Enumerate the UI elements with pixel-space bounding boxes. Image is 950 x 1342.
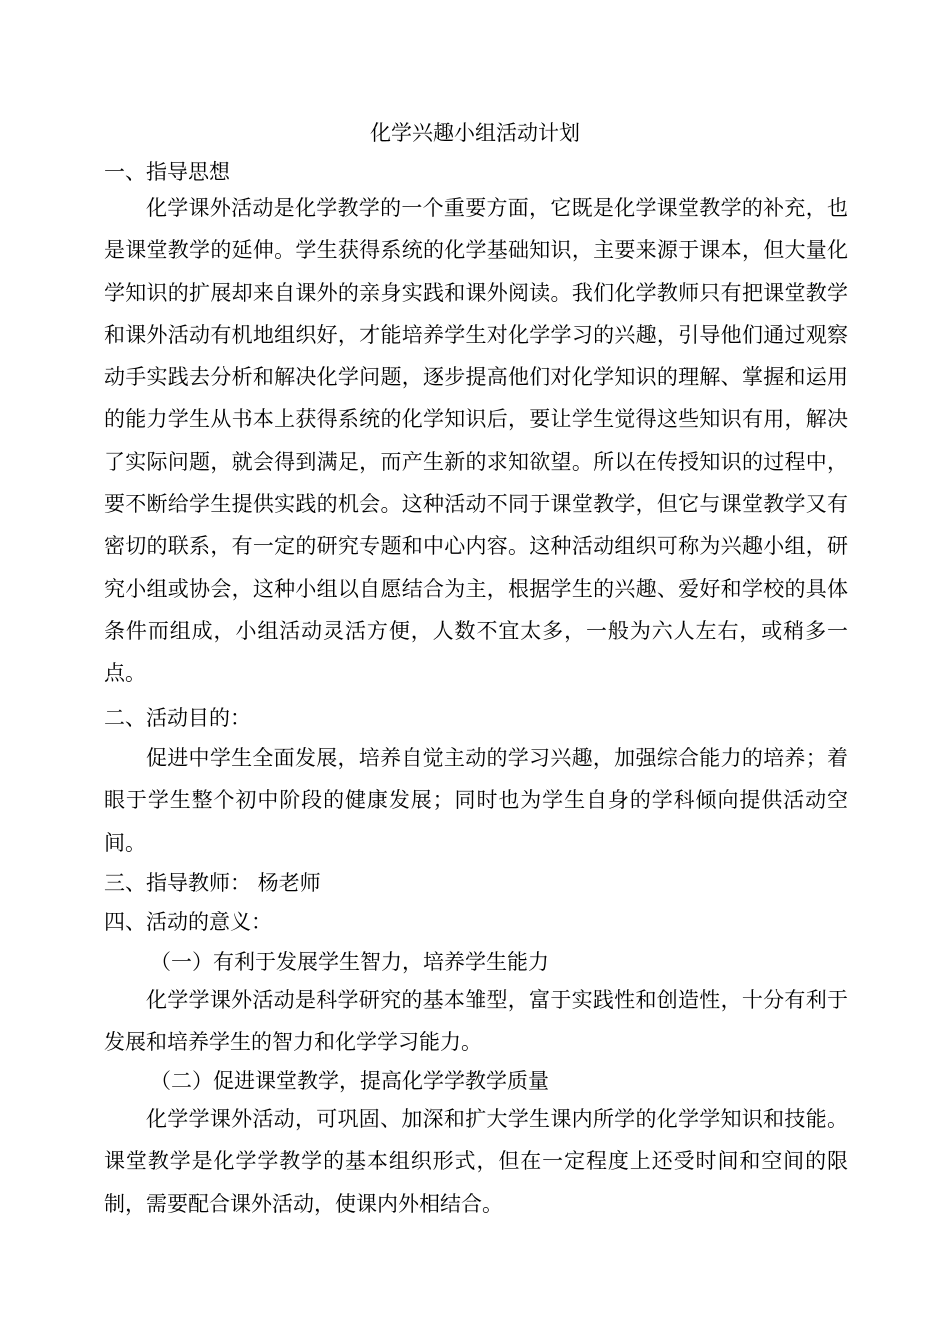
document-title: 化学兴趣小组活动计划 [370,121,580,145]
section-heading-activity-purpose: 二、活动目的： [104,706,251,730]
section-heading-guiding-ideology: 一、指导思想 [104,160,230,184]
paragraph-guiding-ideology: 化学课外活动是化学教学的一个重要方面，它既是化学课堂教学的补充，也是课堂教学的延伸。学生获得系统的化学基础知识，主要来源于课本，但大量化学知识的扩展却来自课外的亲身实践和课外阅读。我们化学教师只有把课堂教学和课外活动有机地组织好，才能培养学生对化学学习的兴趣，引导他们通过观察动手实践去分析和解决化学问题，逐步提高他们对化学知识的理解、掌握和运用的能力学生从书本上获得系统的化学知识后，要让学生觉得这些知识有用，解决了实际问题，就会得到满足，而产生新的求知欲望。所以在传授知识的过程中，要不断给学生提供实践的机会。这种活动不同于课堂教学，但它与课堂教学又有密切的联系，有一定的研究专题和中心内容。这种活动组织可称为兴趣小组，研究小组或协会，这种小组以自愿结合为主，根据学生的兴趣、爱好和学校的具体条件而组成，小组活动灵活方便，人数不宜太多，一般为六人左右，或稍多一点。 [104,196,848,686]
paragraph-develop-intelligence: 化学学课外活动是科学研究的基本雏型，富于实践性和创造性，十分有利于发展和培养学生的智力和化学学习能力。 [104,988,848,1055]
subheading-promote-teaching: （二）促进课堂教学，提高化学学教学质量 [150,1069,549,1093]
paragraph-promote-teaching: 化学学课外活动，可巩固、加深和扩大学生课内所学的化学学知识和技能。课堂教学是化学学教学的基本组织形式，但在一定程度上还受时间和空间的限制，需要配合课外活动，使课内外相结合。 [104,1107,848,1216]
section-heading-significance: 四、活动的意义： [104,910,272,934]
section-heading-instructor: 三、指导教师： 杨老师 [104,871,321,895]
paragraph-activity-purpose: 促进中学生全面发展，培养自觉主动的学习兴趣，加强综合能力的培养；着眼于学生整个初中阶段的健康发展；同时也为学生自身的学科倾向提供活动空间。 [104,746,848,855]
subheading-develop-intelligence: （一）有利于发展学生智力，培养学生能力 [150,950,549,974]
